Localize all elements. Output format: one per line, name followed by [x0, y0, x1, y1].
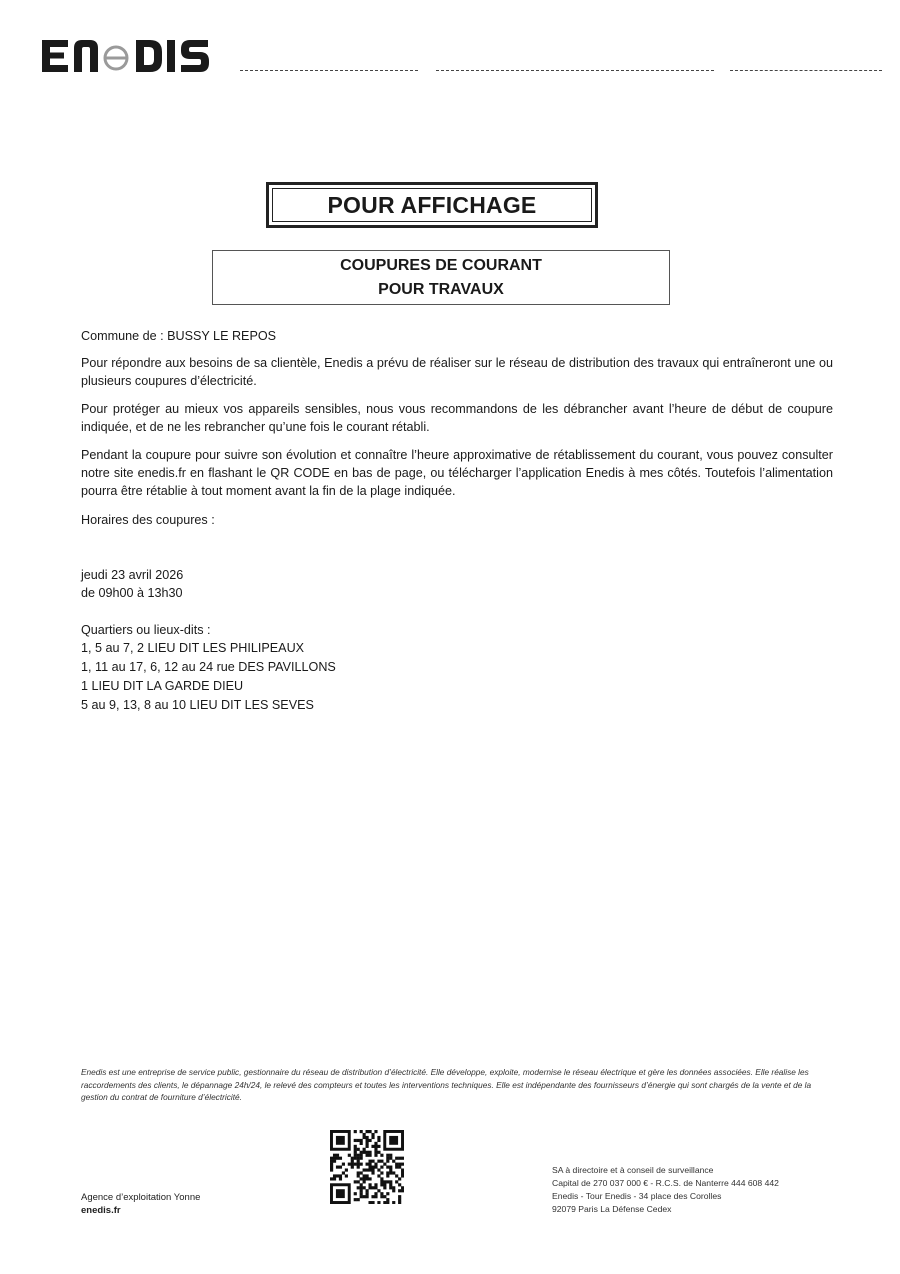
paragraph-3: Pendant la coupure pour suivre son évolution et connaître l’heure approximative de rétablissement du courant, vous pouvez consulter notre site enedis.fr en flashant le QR CODE en bas de page, ou télécharger l’application Enedis à mes côtés. Toutefois l’alimentation pourra être rétablie à tout moment avant la fin de la plage indiquée.	[81, 448, 833, 498]
paragraph-1: Pour répondre aux besoins de sa clientèle, Enedis a prévu de réaliser sur le réseau de distribution des travaux qui entraîneront une ou plusieurs coupures d’électricité.	[81, 356, 833, 388]
area-item: 1, 5 au 7, 2 LIEU DIT LES PHILIPEAUX	[81, 641, 305, 655]
area-item: 1 LIEU DIT LA GARDE DIEU	[81, 679, 244, 693]
header-rule	[436, 70, 714, 71]
corporate-info-line: 92079 Paris La Défense Cedex	[552, 1204, 672, 1214]
header-rule	[240, 70, 418, 71]
outage-time-range: de 09h00 à 13h30	[81, 586, 183, 600]
agency-website-link[interactable]: enedis.fr	[81, 1205, 121, 1216]
schedule-heading: Horaires des coupures :	[81, 513, 215, 527]
agency-block	[81, 1191, 200, 1217]
page-title: POUR AFFICHAGE	[327, 191, 537, 218]
agency-name: Agence d’exploitation Yonne	[81, 1192, 201, 1203]
areas-heading: Quartiers ou lieux-dits :	[81, 623, 211, 637]
subtitle-line-1: COUPURES DE COURANT	[340, 256, 542, 274]
title-box	[266, 182, 598, 228]
qr-code-icon[interactable]	[330, 1130, 404, 1204]
corporate-info-line: Capital de 270 037 000 € - R.C.S. de Nanterre 444 608 442	[552, 1178, 779, 1188]
legal-notice: Enedis est une entreprise de service public, gestionnaire du réseau de distribution d’électricité. Elle développe, exploite, modernise le réseau électrique et gère les données associées. Elle réalise les raccordements des clients, le dépannage 24h/24, le relevé des compteurs et toutes les interventions techniques. Elle est indépendante des fournisseurs d’énergie qui sont chargés de la vente et de la gestion du contrat de fourniture d’électricité.	[81, 1067, 812, 1103]
corporate-info-line: SA à directoire et à conseil de surveillance	[552, 1165, 714, 1175]
paragraph-2: Pour protéger au mieux vos appareils sensibles, nous vous recommandons de les débrancher avant l’heure de début de coupure indiquée, et de ne les rebrancher qu’une fois le courant rétabli.	[81, 402, 833, 434]
commune-line: Commune de : BUSSY LE REPOS	[81, 329, 277, 343]
subtitle-line-2: POUR TRAVAUX	[378, 280, 504, 298]
corporate-info	[552, 1164, 779, 1216]
outage-date: jeudi 23 avril 2026	[81, 568, 184, 582]
corporate-info-line: Enedis - Tour Enedis - 34 place des Corolles	[552, 1191, 722, 1201]
area-item: 1, 11 au 17, 6, 12 au 24 rue DES PAVILLONS	[81, 660, 336, 674]
subtitle-box	[212, 250, 670, 305]
enedis-logo	[40, 32, 232, 76]
header-rule	[730, 70, 882, 71]
area-item: 5 au 9, 13, 8 au 10 LIEU DIT LES SEVES	[81, 698, 314, 712]
